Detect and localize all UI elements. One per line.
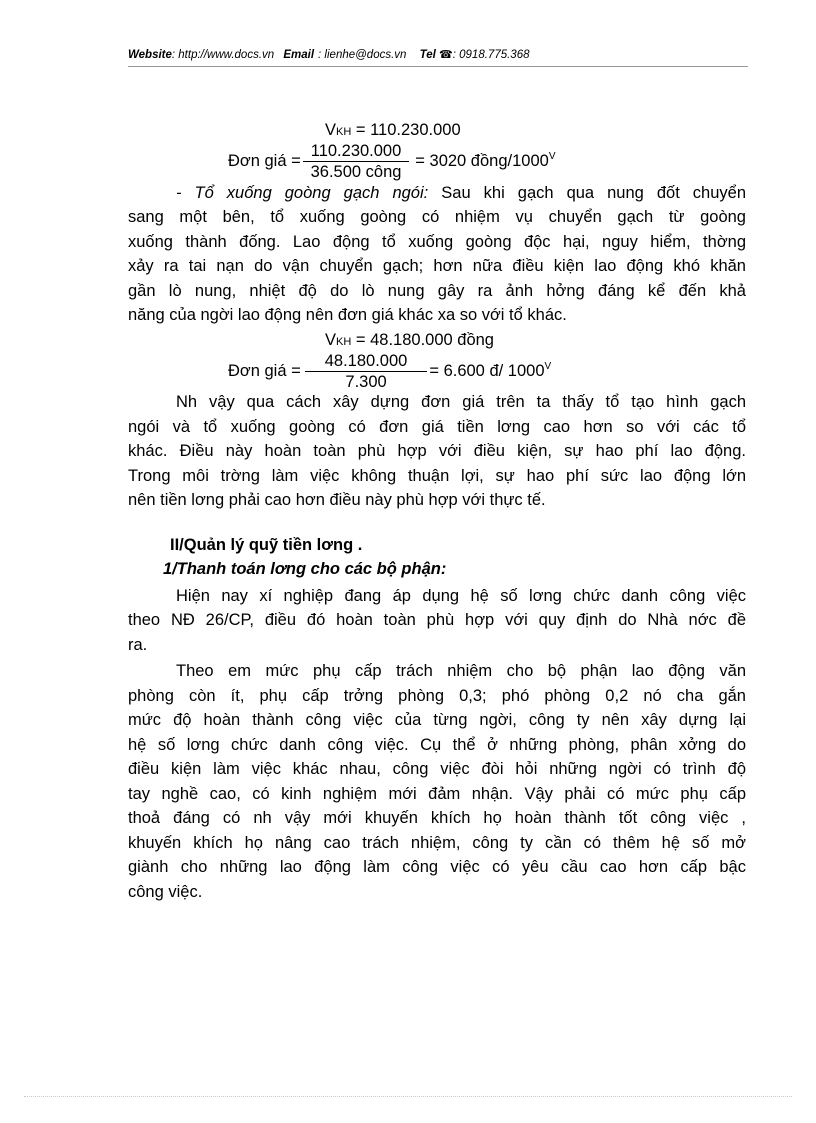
para4-line-4: hệ số lơng chức danh công việc. Cụ thể ở những phòng, phân xởng do <box>128 735 746 754</box>
para3-line-2: theo NĐ 26/CP, điều đó hoàn toàn phù hợp với quy định do Nhà nớc đề <box>128 611 746 629</box>
website-label: Website <box>128 49 172 61</box>
para2-line-5: nên tiền lơng phải cao hơn điều này phù hợp với thực tế. <box>128 491 546 509</box>
formula1-denominator: 36.500 công <box>310 163 402 181</box>
para1-line-6: năng của ngời lao động nên đơn giá khác xa so với tổ khác. <box>128 306 567 324</box>
para2-line-1: Nh vậy qua cách xây dựng đơn giá trên ta thấy tổ tạo hình gạch <box>176 393 746 411</box>
para1-line-3: xuống thành đống. Lao động tổ xuống goòng độc hại, nguy hiểm, thờng <box>128 232 746 251</box>
formula2-label: Đơn giá = <box>228 361 301 380</box>
para2-line-3: khác. Điều này hoàn toàn phù hợp với điều kiện, sự hao phí lao động. <box>128 442 746 460</box>
formula2 <box>128 346 746 396</box>
tel-value: : 0918.775.368 <box>452 49 530 61</box>
phone-icon: ☎ <box>439 49 453 61</box>
para4-line-8: khuyến khích họ nâng cao trách nhiệm, công ty cần có thêm hệ số mở <box>128 833 746 852</box>
para3-line-3: ra. <box>128 635 148 654</box>
footer-divider <box>24 1096 792 1097</box>
formula1-fraction <box>303 141 410 182</box>
para4-line-10: công việc. <box>128 882 203 901</box>
formula2-result: = 6.600 đ/ $1000^V$ <box>429 360 552 380</box>
email-label: Email <box>283 49 315 61</box>
formula2-fraction <box>305 351 428 392</box>
section-heading: II/Quản lý quỹ tiền lơng . <box>170 535 363 554</box>
formula1-vkh: VKH = 110.230.000 <box>325 121 461 139</box>
email-value[interactable]: : lienhe@docs.vn <box>318 49 407 61</box>
para4-line-9: giành cho những lao động làm công việc có yêu cầu cao hơn cấp bậc <box>128 858 746 876</box>
formula2-denominator: 7.300 <box>345 372 387 391</box>
formula2-numerator: 48.180.000 <box>305 351 428 372</box>
para4-line-5: điều kiện làm việc khác nhau, công việc đòi hỏi những ngời có trình độ <box>128 760 746 778</box>
formula1-label: Đơn giá = <box>228 152 301 170</box>
tel-label: Tel <box>419 49 436 61</box>
para4-line-2: phòng còn ít, phụ cấp trởng phòng 0,3; phó phòng 0,2 nó cha gắn <box>128 686 746 705</box>
para2-line-2: ngói và tổ xuống goòng có đơn giá tiền lơng cao hơn so với các tổ <box>128 417 746 436</box>
website-url[interactable]: : http://www.docs.vn <box>171 49 275 61</box>
para1-line-4: xảy ra tai nạn do vận chuyển gạch; hơn nữa điều kiện lao động khó khăn <box>128 257 746 275</box>
formula1-result: = 3020 đồng/$1000^V$ <box>415 151 556 170</box>
formula1-numerator: 110.230.000 <box>303 141 410 162</box>
document-body <box>128 118 746 904</box>
para1-line-2: sang một bên, tổ xuống goòng có nhiệm vụ chuyển gạch từ goòng <box>128 208 746 226</box>
header-divider <box>128 66 748 67</box>
formula2-vkh: VKH = 48.180.000 đồng <box>325 330 494 349</box>
para4-line-1: Theo em mức phụ cấp trách nhiệm cho bộ phận lao động văn <box>176 662 746 680</box>
para1-line-1: - Tổ xuống goòng gạch ngói: Sau khi gạch qua nung đốt chuyển <box>176 183 746 202</box>
page-header <box>128 48 748 61</box>
para4-line-3: mức độ hoàn thành công việc của từng ngời, công ty nên xây dựng lại <box>128 711 746 729</box>
para2-line-4: Trong môi trờng làm việc không thuận lợi, sự hao phí sức lao động lớn <box>128 466 746 485</box>
para4-line-7: thoả đáng có nh vậy mới khuyến khích họ hoàn thành tốt công việc , <box>128 809 746 827</box>
subsection-heading: 1/Thanh toán lơng cho các bộ phận: <box>163 560 447 578</box>
formula1 <box>128 137 746 187</box>
para3-line-1: Hiện nay xí nghiệp đang áp dụng hệ số lơng chức danh công việc <box>176 586 746 605</box>
para1-line-5: gần lò nung, nhiệt độ do lò nung gây ra ảnh hởng đáng kể đến khả <box>128 281 746 300</box>
para4-line-6: tay nghề cao, có kinh nghiệm mới đảm nhận. Vậy phải có mức phụ cấp <box>128 784 746 803</box>
